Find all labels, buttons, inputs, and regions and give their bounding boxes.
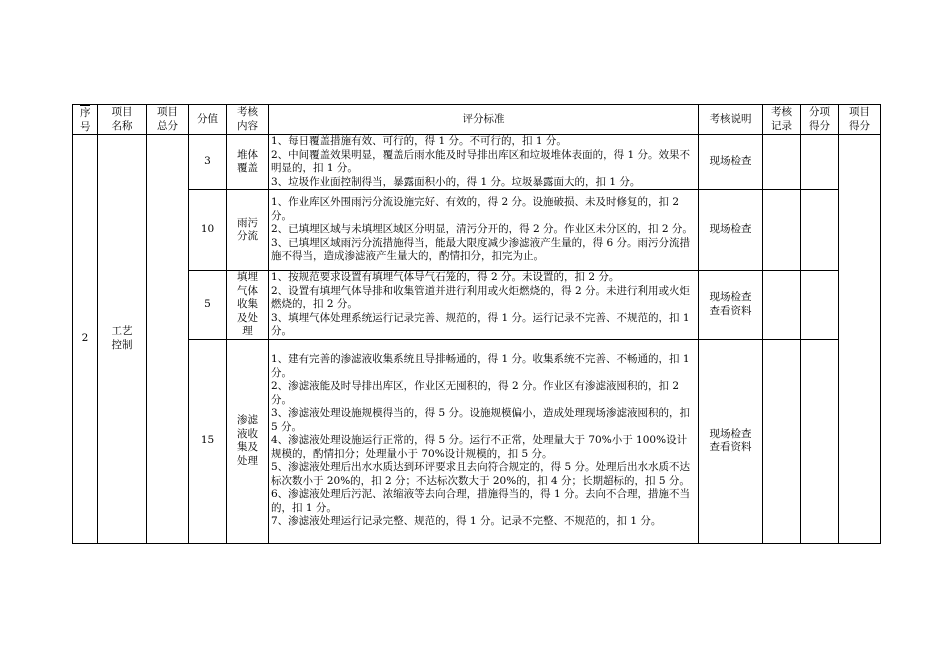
row-desc: 现场检查查看资料	[699, 271, 763, 340]
criteria-item: 1、每日覆盖措施有效、可行的，得 1 分。不可行的，扣 1 分。	[271, 135, 567, 147]
row-record	[763, 271, 801, 340]
row-sub-score	[801, 271, 839, 340]
criteria-item: 4、渗滤液处理设施运行正常的，得 5 分。运行不正常，处理量大于 70%小于 100%设计规模的，酌情扣分；处理量小于 70%设计规模的，扣 5 分。	[271, 434, 688, 460]
group-total	[147, 135, 189, 544]
criteria-item: 3、渗滤液处理设施规模得当的，得 5 分。设施规模偏小，造成处理现场渗滤液囤积的，扣 5 分。	[271, 407, 691, 433]
criteria-item: 2、渗滤液能及时导排出库区，作业区无囤积的，得 2 分。作业区有渗滤液囤积的，扣 2 分。	[271, 380, 680, 406]
header-sub-score: 分项得分	[801, 105, 839, 135]
criteria-item: 1、建有完善的渗滤液收集系统且导排畅通的，得 1 分。收集系统不完善、不畅通的，扣 1 分。	[271, 353, 690, 379]
row-sub-score	[801, 339, 839, 543]
row-score: 15	[189, 339, 227, 543]
row-record	[763, 339, 801, 543]
criteria-item: 2、设置有填埋气体导排和收集管道并进行利用或火炬燃烧的，得 2 分。未进行利用或火炬燃烧的，扣 2 分。	[271, 284, 691, 310]
group-seq: 2	[73, 135, 98, 544]
header-row	[73, 105, 881, 135]
criteria-item: 1、按规范要求设置有填埋气体导气石笼的，得 2 分。未设置的，扣 2 分。	[271, 271, 620, 283]
criteria-item: 3、垃圾作业面控制得当，暴露面积小的，得 1 分。垃圾暴露面大的，扣 1 分。	[271, 175, 641, 188]
table-row	[73, 339, 881, 543]
criteria-item: 2、中间覆盖效果明显，覆盖后雨水能及时导排出库区和垃圾堆体表面的，得 1 分。效果不明显的，扣 1 分。	[271, 148, 691, 174]
row-content: 填埋气体收集及处理	[227, 271, 269, 340]
row-content: 雨污分流	[227, 190, 269, 271]
criteria-item: 2、已填埋区域与未填埋区域区分明显，清污分开的，得 2 分。作业区未分区的，扣 2 分。	[271, 223, 693, 236]
row-criteria	[269, 135, 699, 190]
header-item-total: 项目总分	[147, 105, 189, 135]
criteria-item: 6、渗滤液处理后污泥、浓缩液等去向合理，措施得当的，得 1 分。去向不合理，措施不当的，扣 1 分。	[271, 488, 691, 514]
row-desc: 现场检查查看资料	[699, 339, 763, 543]
header-score: 分值	[189, 105, 227, 135]
scoring-table	[72, 104, 881, 544]
group-name: 工艺控制	[98, 135, 147, 544]
row-criteria	[269, 271, 699, 340]
row-criteria	[269, 190, 699, 271]
row-score: 5	[189, 271, 227, 340]
criteria-item: 3、填埋气体处理系统运行记录完善、规范的，得 1 分。运行记录不完善、不规范的，扣 1 分。	[271, 311, 690, 337]
header-desc: 考核说明	[699, 105, 763, 135]
header-item-name: 项目名称	[98, 105, 147, 135]
row-content: 堆体覆盖	[227, 135, 269, 190]
row-sub-score	[801, 135, 839, 190]
row-criteria	[269, 339, 699, 543]
row-desc: 现场检查	[699, 190, 763, 271]
table-row	[73, 190, 881, 271]
header-criteria: 评分标准	[269, 105, 699, 135]
criteria-item: 3、已填埋区域雨污分流措施得当，能最大限度减少渗滤液产生量的，得 6 分。雨污分流措施不得当，造成渗滤液产生量大的，酌情扣分，扣完为止。	[271, 236, 691, 263]
row-sub-score	[801, 190, 839, 271]
criteria-item: 5、渗滤液处理后出水水质达到环评要求且去向符合规定的，得 5 分。处理后出水水质不达标次数小于 20%的，扣 2 分；不达标次数大于 20%的，扣 4 分；长期超标的，扣 5 分。	[271, 461, 691, 487]
row-record	[763, 135, 801, 190]
header-record: 考核记录	[763, 105, 801, 135]
criteria-item: 1、作业库区外围雨污分流设施完好、有效的，得 2 分。设施破损、未及时修复的，扣 2 分。	[271, 196, 680, 222]
row-content: 渗滤液收集及处理	[227, 339, 269, 543]
header-item-score: 项目得分	[839, 105, 881, 135]
table-row	[73, 135, 881, 190]
criteria-item: 7、渗滤液处理运行记录完整、规范的，得 1 分。记录不完整、不规范的，扣 1 分。	[271, 515, 662, 528]
table-row	[73, 271, 881, 340]
header-content: 考核内容	[227, 105, 269, 135]
row-record	[763, 190, 801, 271]
row-score: 10	[189, 190, 227, 271]
row-score: 3	[189, 135, 227, 190]
group-item-score	[839, 135, 881, 544]
row-desc: 现场检查	[699, 135, 763, 190]
header-seq: 序号	[73, 105, 98, 135]
